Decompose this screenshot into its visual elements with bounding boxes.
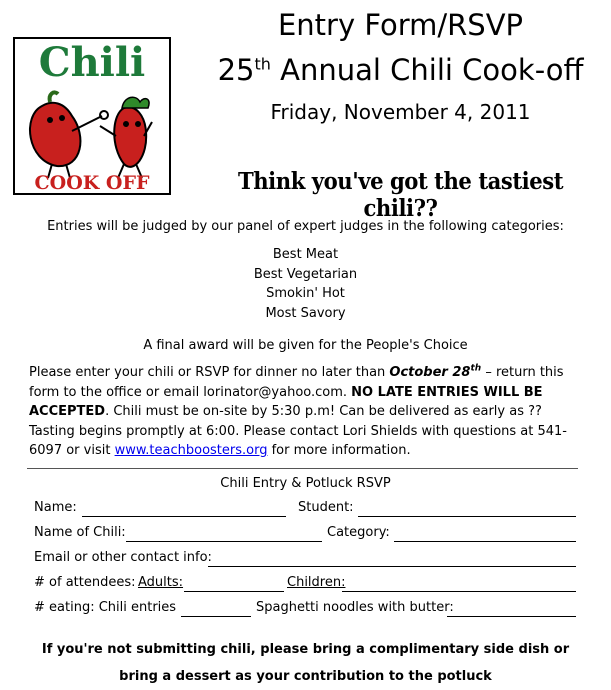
category-item: Smokin' Hot — [266, 286, 345, 301]
category-list — [0, 245, 611, 323]
teachboosters-link[interactable]: www.teachboosters.org — [114, 443, 268, 458]
row-eating — [34, 600, 580, 619]
spaghetti-field[interactable] — [447, 616, 576, 617]
instructions-paragraph: Please enter your chili or RSVP for dinner no later than October 28th – return this form to the office or email lorinator@yahoo.com. NO LATE ENTRIES WILL BE ACCEPTED. Chili must be on-site by 5:30 p.m! Can be delivered as early as ?? Tasting begins promptly at 6:00. Please contact Lori Shields with questions at 541-6097 or visit www.teachboosters.org for more information. — [29, 363, 567, 458]
late-entries-warning: NO LATE ENTRIES WILL BE ACCEPTED — [29, 384, 543, 419]
section-divider — [27, 468, 578, 469]
intro-text: Entries will be judged by our panel of expert judges in the following categories: — [47, 219, 564, 234]
spaghetti-label: Spaghetti noodles with butter: — [256, 600, 454, 615]
adults-label: Adults: — [138, 575, 184, 590]
adults-field[interactable] — [184, 591, 284, 592]
form-title: Entry Form/RSVP — [277, 8, 524, 42]
category-item: Most Savory — [265, 305, 346, 321]
chili-name-field[interactable] — [126, 541, 322, 542]
attendees-label: # of attendees: — [34, 575, 136, 590]
category-field[interactable] — [394, 541, 576, 542]
contact-field[interactable] — [208, 566, 576, 567]
row-chili-category — [34, 525, 580, 544]
rsvp-section-title: Chili Entry & Potluck RSVP — [220, 476, 391, 491]
final-award-text: A final award will be given for the People's Choice — [143, 338, 468, 353]
name-label: Name: — [34, 500, 77, 515]
logo-bottom-text: COOK OFF — [34, 172, 150, 194]
category-item: Best Meat — [272, 247, 339, 262]
potluck-note-line1: If you're not submitting chili, please bring a complimentary side dish or — [41, 642, 570, 657]
eating-label: # eating: Chili entries — [34, 600, 177, 615]
student-field[interactable] — [358, 516, 576, 517]
children-field[interactable] — [342, 591, 576, 592]
event-date: Friday, November 4, 2011 — [270, 100, 531, 124]
name-field[interactable] — [82, 516, 286, 517]
chili-entries-field[interactable] — [181, 616, 251, 617]
tagline: Think you've got the tastiest chili?? — [237, 168, 564, 222]
potluck-note — [0, 636, 611, 690]
potluck-note-line2: bring a dessert as your contribution to the potluck — [119, 669, 492, 684]
row-name-student — [34, 500, 580, 519]
deadline-date: October 28th — [389, 363, 482, 380]
contact-label: Email or other contact info: — [34, 550, 212, 565]
event-title: 25th Annual Chili Cook-off — [217, 53, 584, 87]
chili-name-label: Name of Chili: — [34, 525, 126, 540]
row-attendees — [34, 575, 580, 594]
student-label: Student: — [298, 500, 354, 515]
chili-cookoff-logo — [12, 36, 172, 196]
category-label: Category: — [327, 525, 390, 540]
category-item: Best Vegetarian — [253, 266, 358, 282]
children-label: Children: — [287, 575, 346, 590]
logo-top-text: Chili — [38, 39, 146, 86]
row-contact — [34, 550, 580, 569]
